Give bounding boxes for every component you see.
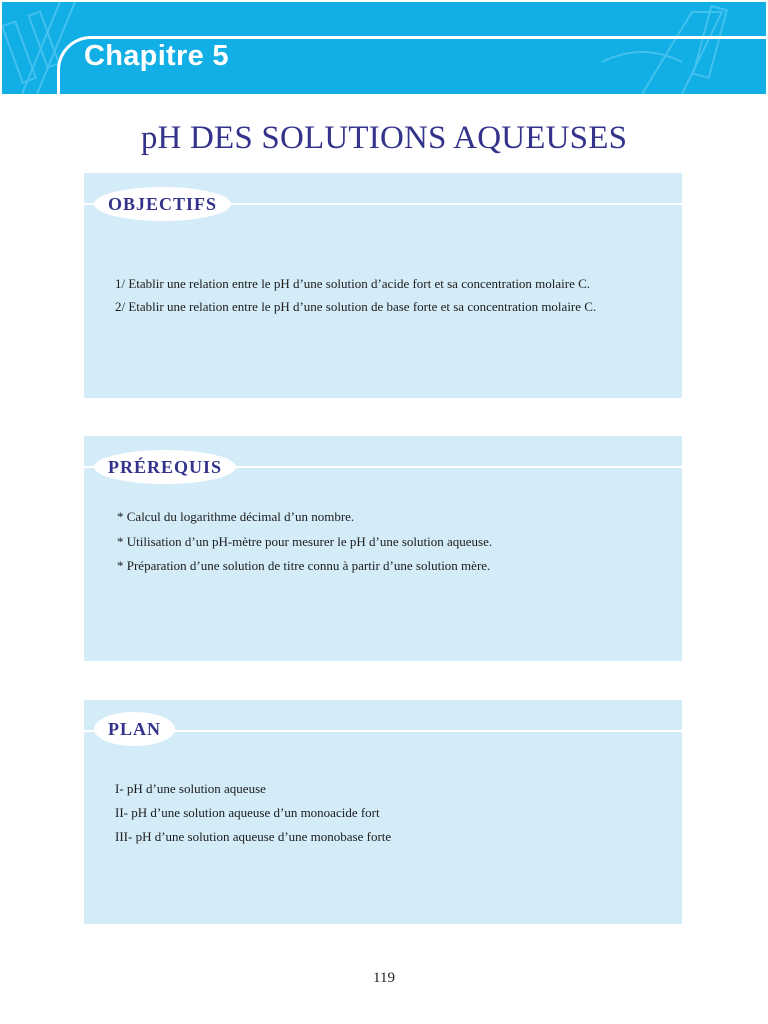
list-item: 1/ Etablir une relation entre le pH d’une solution d’acide fort et sa concentration molaire C. bbox=[115, 276, 591, 291]
list-item: * Utilisation d’un pH-mètre pour mesurer le pH d’une solution aqueuse. bbox=[117, 534, 493, 549]
page-number: 119 bbox=[373, 970, 395, 986]
section-heading: PRÉREQUIS bbox=[94, 450, 236, 484]
list-item: * Préparation d’une solution de titre connu à partir d’une solution mère. bbox=[117, 558, 491, 573]
section-heading: PLAN bbox=[94, 712, 175, 746]
section-heading: OBJECTIFS bbox=[94, 187, 231, 221]
list-item: * Calcul du logarithme décimal d’un nombre. bbox=[117, 509, 355, 524]
list-item: I- pH d’une solution aqueuse bbox=[115, 781, 266, 796]
chapter-label: Chapitre 5 bbox=[84, 40, 229, 72]
page-title: pH DES SOLUTIONS AQUEUSES bbox=[140, 120, 628, 156]
plan-section bbox=[84, 700, 682, 924]
objectifs-section bbox=[84, 173, 682, 398]
list-item: III- pH d’une solution aqueuse d’une monobase forte bbox=[115, 829, 392, 844]
chapter-banner bbox=[2, 2, 766, 94]
list-item: 2/ Etablir une relation entre le pH d’une solution de base forte et sa concentration molaire C. bbox=[115, 299, 597, 314]
prerequis-section bbox=[84, 436, 682, 661]
list-item: II- pH d’une solution aqueuse d’un monoacide fort bbox=[115, 805, 380, 820]
